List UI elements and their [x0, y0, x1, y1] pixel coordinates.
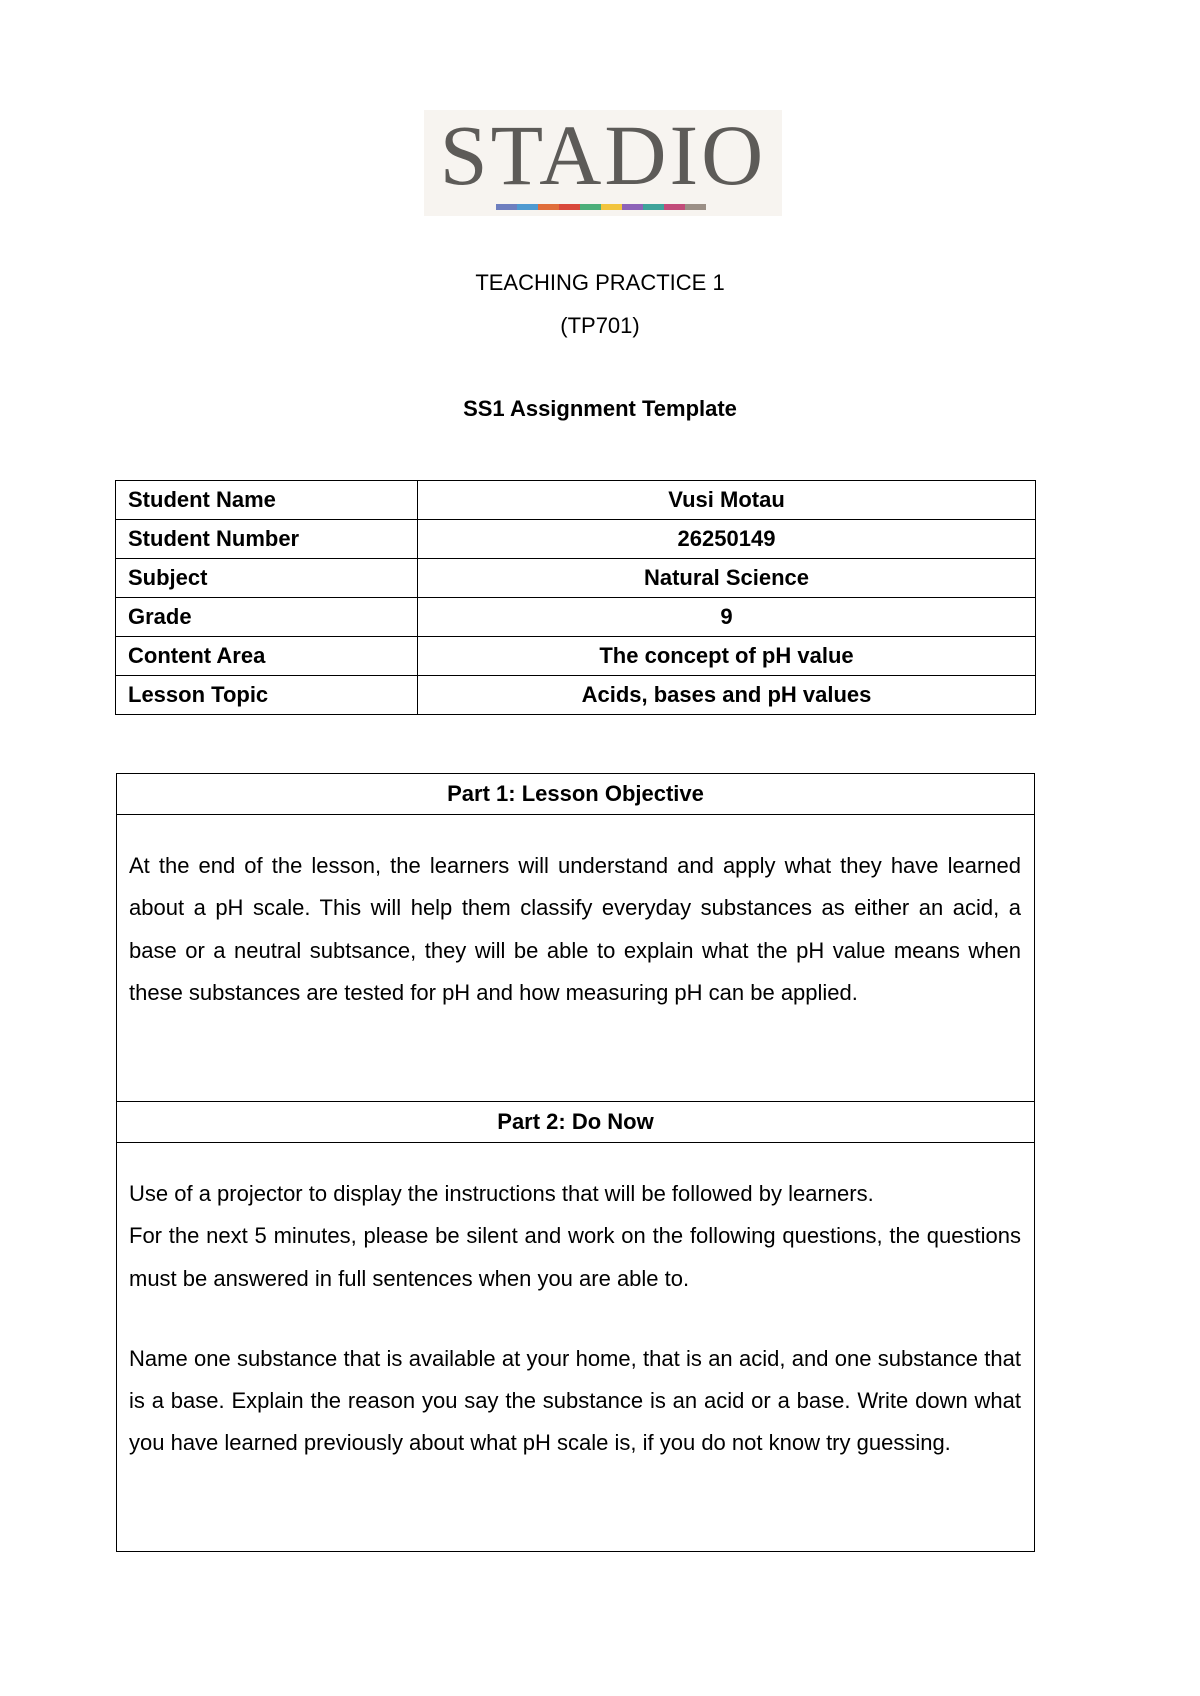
logo-bar-segment [517, 204, 538, 210]
part-2-paragraph: Name one substance that is available at your home, that is an acid, and one substance that is a base. Explain the reason you say the substance is an acid or a base. Write down what you have learned previously about what pH scale is, if you do not know try guessing. [129, 1345, 1021, 1456]
info-value: 26250149 [418, 520, 1036, 559]
part-2-paragraph: For the next 5 minutes, please be silent and work on the following questions, the questions must be answered in full sentences when you are able to. [129, 1223, 1021, 1291]
info-label: Grade [116, 598, 418, 637]
info-value: 9 [418, 598, 1036, 637]
info-label: Content Area [116, 637, 418, 676]
logo-bar-segment [664, 204, 685, 210]
table-row [116, 598, 1036, 637]
info-label: Lesson Topic [116, 676, 418, 715]
info-value: Acids, bases and pH values [418, 676, 1036, 715]
table-row [116, 481, 1036, 520]
table-row [116, 520, 1036, 559]
logo-bar-segment [496, 204, 517, 210]
document-title: TEACHING PRACTICE 1 [475, 270, 725, 295]
part-2-heading: Part 2: Do Now [117, 1102, 1035, 1143]
part-1-paragraph: At the end of the lesson, the learners will understand and apply what they have learned about a pH scale. This will help them classify everyday substances as either an acid, a base or a neutral subtsance, they will be able to explain what the pH value means when these substances are tested for pH and how measuring pH can be applied. [129, 853, 1021, 1005]
template-name: SS1 Assignment Template [463, 396, 737, 421]
logo-bar-segment [685, 204, 706, 210]
table-row [117, 815, 1035, 1102]
part-2-paragraph: Use of a projector to display the instructions that will be followed by learners. [129, 1181, 874, 1206]
info-value: Vusi Motau [418, 481, 1036, 520]
logo-color-bar [496, 204, 706, 210]
table-row [117, 1102, 1035, 1143]
table-row [116, 637, 1036, 676]
info-label: Student Number [116, 520, 418, 559]
logo-bar-segment [580, 204, 601, 210]
student-info-table [115, 480, 1036, 715]
part-2-body [117, 1143, 1035, 1552]
table-row [116, 559, 1036, 598]
part-1-heading: Part 1: Lesson Objective [117, 774, 1035, 815]
stadio-logo [424, 107, 782, 216]
part-1-body [117, 815, 1035, 1102]
table-row [117, 1143, 1035, 1552]
logo-bar-segment [559, 204, 580, 210]
course-code: (TP701) [560, 313, 640, 338]
table-row [116, 676, 1036, 715]
lesson-plan-table [116, 773, 1035, 1552]
info-value: The concept of pH value [418, 637, 1036, 676]
info-label: Student Name [116, 481, 418, 520]
logo-bar-segment [643, 204, 664, 210]
logo-wordmark: STADIO [439, 107, 767, 203]
info-value: Natural Science [418, 559, 1036, 598]
logo-bar-segment [622, 204, 643, 210]
logo-bar-segment [538, 204, 559, 210]
table-row [117, 774, 1035, 815]
info-label: Subject [116, 559, 418, 598]
logo-bar-segment [601, 204, 622, 210]
